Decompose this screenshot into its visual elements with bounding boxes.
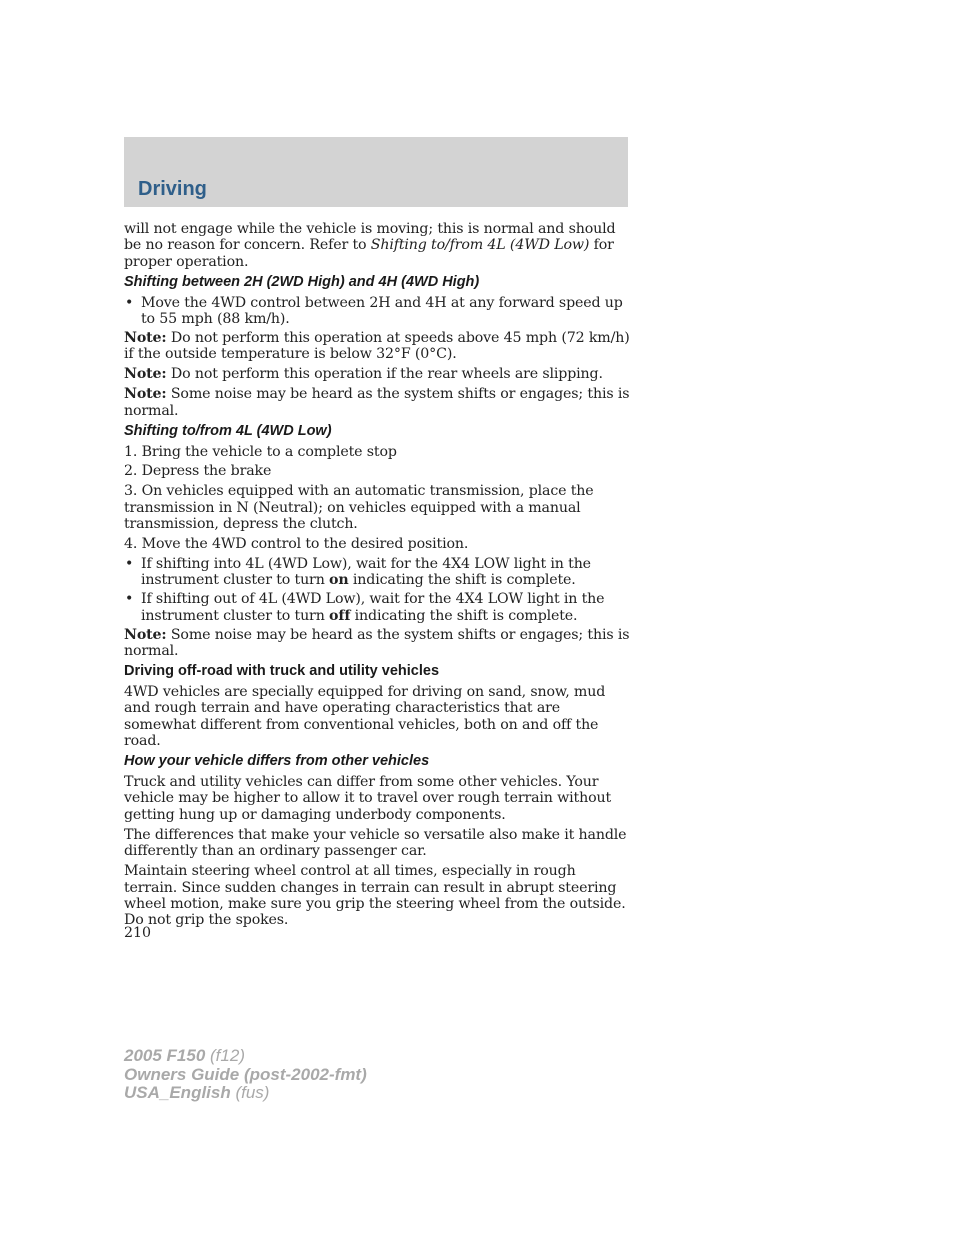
- heading-vehicle-differences: How your vehicle differs from other vehicles: [124, 753, 430, 770]
- page-title: Driving: [138, 178, 207, 200]
- bullet-icon: •: [125, 591, 134, 608]
- body-paragraph: Maintain steering wheel control at all times, especially in rough terrain. Since sudden changes in terrain can result in abrupt steering wheel motion, make sure you grip the steering wheel from the outside. Do not grip the spokes.: [124, 863, 626, 929]
- list-item: • If shifting into 4L (4WD Low), wait for the 4X4 LOW light in the instrument cluster to turn on indicating the shift is complete.: [125, 556, 591, 589]
- note-paragraph: Note: Some noise may be heard as the system shifts or engages; this is normal.: [124, 626, 630, 660]
- footer-line: Owners Guide (post-2002-fmt): [124, 1064, 367, 1084]
- bullet-icon: •: [125, 294, 134, 311]
- body-paragraph: The differences that make your vehicle so versatile also make it handle differently than an ordinary passenger car.: [124, 826, 627, 860]
- footer-line: USA_English (fus): [124, 1083, 270, 1102]
- list-item: • Move the 4WD control between 2H and 4H at any forward speed up to 55 mph (88 km/h).: [125, 294, 623, 328]
- body-paragraph: Truck and utility vehicles can differ from some other vehicles. Your vehicle may be higher to allow it to travel over rough terrain without getting hung up or damaging underbody components.: [124, 774, 612, 823]
- step-item: 4. Move the 4WD control to the desired position.: [124, 536, 469, 553]
- heading-off-road: Driving off-road with truck and utility vehicles: [124, 662, 440, 679]
- step-item: 1. Bring the vehicle to a complete stop: [124, 443, 397, 460]
- heading-shifting-4l: Shifting to/from 4L (4WD Low): [124, 422, 332, 439]
- page-content: [124, 221, 630, 932]
- document-footer: [124, 1047, 367, 1103]
- heading-shifting-2h-4h: Shifting between 2H (2WD High) and 4H (4WD High): [124, 273, 480, 290]
- note-paragraph: Note: Do not perform this operation if the rear wheels are slipping.: [124, 366, 603, 383]
- note-paragraph: Note: Some noise may be heard as the system shifts or engages; this is normal.: [124, 386, 630, 419]
- list-item: • If shifting out of 4L (4WD Low), wait for the 4X4 LOW light in the instrument cluster to turn off indicating the shift is complete.: [125, 591, 605, 624]
- intro-paragraph: will not engage while the vehicle is moving; this is normal and should be no reason for concern. Refer to Shifting to/from 4L (4WD Low) for proper operation.: [124, 221, 616, 270]
- note-paragraph: Note: Do not perform this operation at speeds above 45 mph (72 km/h) if the outside temperature is below 32°F (0°C).: [124, 330, 630, 363]
- section-header-band: [124, 137, 628, 207]
- cross-reference: Shifting to/from 4L (4WD Low): [370, 237, 590, 254]
- footer-line: 2005 F150 (f12): [124, 1046, 245, 1065]
- step-item: 2. Depress the brake: [124, 463, 272, 480]
- body-paragraph: 4WD vehicles are specially equipped for driving on sand, snow, mud and rough terrain and have operating characteristics that are somewhat different from conventional vehicles, both on and off the road.: [124, 683, 606, 750]
- step-item: 3. On vehicles equipped with an automatic transmission, place the transmission in N (Neutral); on vehicles equipped with a manual transmission, depress the clutch.: [124, 483, 594, 533]
- bullet-icon: •: [125, 556, 134, 572]
- page-number: 210: [124, 925, 152, 941]
